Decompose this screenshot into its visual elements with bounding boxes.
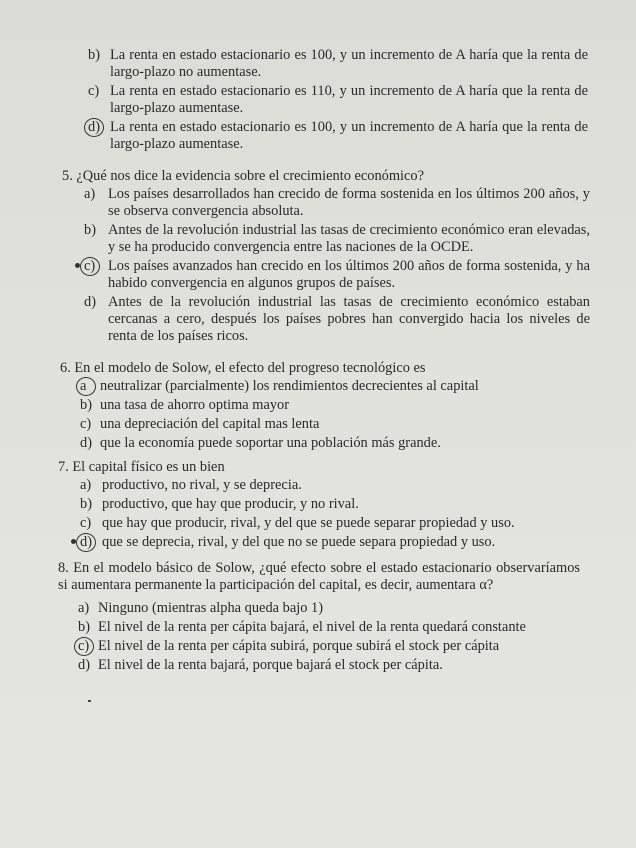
option-label: a) [78,600,90,616]
option-text: El nivel de la renta per cápita bajará, el nivel de la renta quedará constante [98,619,526,635]
option-label: c) [80,416,92,432]
option-text: que la economía puede soportar una población más grande. [100,435,441,451]
question-7-stem: 7. El capital físico es un bien [58,459,225,475]
option-text: La renta en estado estacionario es 100, y un incremento de A haría que la renta de largo-plazo no aumentase. [110,47,588,80]
option-label: c) [84,258,96,274]
option-text: Ninguno (mientras alpha queda bajo 1) [98,600,323,616]
option-text: Los países avanzados han crecido en los últimos 200 años de forma sostenida, y ha habido convergencia en algunos grupos de países. [108,258,590,291]
option-label: b) [78,619,90,635]
option-5b [84,222,590,256]
option-8b [78,619,580,636]
option-6b [80,397,590,414]
option-text: que hay que producir, rival, y del que se puede separar propiedad y uso. [102,515,515,531]
option-7b [80,496,590,513]
option-label: d) [88,119,100,135]
option-8c [78,638,580,655]
question-6 [60,360,590,454]
option-label: b) [80,496,92,512]
question-5-stem: 5. ¿Qué nos dice la evidencia sobre el crecimiento económico? [62,168,425,184]
option-text: El nivel de la renta bajará, porque bajará el stock per cápita. [98,657,443,673]
option-label: a [80,378,87,394]
question-6-stem: 6. En el modelo de Solow, el efecto del progreso tecnológico es [60,360,426,376]
option-6c [80,416,590,433]
option-label: a) [80,477,92,493]
option-text: neutralizar (parcialmente) los rendimientos decrecientes al capital [100,378,479,394]
option-label: b) [80,397,92,413]
option-label: a) [84,186,96,202]
option-text: El nivel de la renta per cápita subirá, porque subirá el stock per cápita [98,638,500,654]
option-text: una tasa de ahorro optima mayor [100,397,290,413]
option-label: d) [80,435,92,451]
option-label: d) [80,534,92,550]
option-text: productivo, que hay que producir, y no rival. [102,496,359,512]
option-text: que se deprecia, rival, y del que no se puede separa propiedad y uso. [102,534,496,550]
question-8 [58,560,580,676]
option-6d [80,435,590,452]
option-text: La renta en estado estacionario es 100, y un incremento de A haría que la renta de largo-plazo aumentase. [110,119,588,152]
option-text: una depreciación del capital mas lenta [100,416,320,432]
option-label: d) [78,657,90,673]
option-label: c) [88,83,100,99]
option-7d [80,534,590,551]
question-5 [62,168,590,347]
option-label: c) [78,638,90,654]
option-7c [80,515,590,532]
question-4-options [88,47,588,155]
option-4c [88,83,588,117]
option-label: b) [84,222,96,238]
option-label: b) [88,47,100,63]
option-text: productivo, no rival, y se deprecia. [102,477,302,493]
option-text: Antes de la revolución industrial las tasas de crecimiento económico estaban cercanas a cero, después los países pobres han convergido hacia los niveles de renta de los países ricos. [108,294,590,344]
option-5a [84,186,590,220]
option-6a [80,378,590,395]
question-8-stem: 8. En el modelo básico de Solow, ¿qué efecto sobre el estado estacionario observaríamos si aumentara permanente la participación del capital, es decir, aumentara α? [58,560,580,593]
option-7a [80,477,590,494]
option-8d [78,657,580,674]
ink-dot [88,700,91,702]
option-5c [84,258,590,292]
option-label: c) [80,515,92,531]
option-8a [78,600,580,617]
option-text: Los países desarrollados han crecido de forma sostenida en los últimos 200 años, y se observa convergencia absoluta. [108,186,590,219]
option-5d [84,294,590,345]
option-label: d) [84,294,96,310]
option-4d [88,119,588,153]
option-4b [88,47,588,81]
option-text: La renta en estado estacionario es 110, y un incremento de A haría que la renta de largo-plazo aumentase. [110,83,588,116]
option-text: Antes de la revolución industrial las tasas de crecimiento económico eran elevadas, y se ha producido convergencia entre las naciones de la OCDE. [108,222,590,255]
question-7 [58,459,590,553]
